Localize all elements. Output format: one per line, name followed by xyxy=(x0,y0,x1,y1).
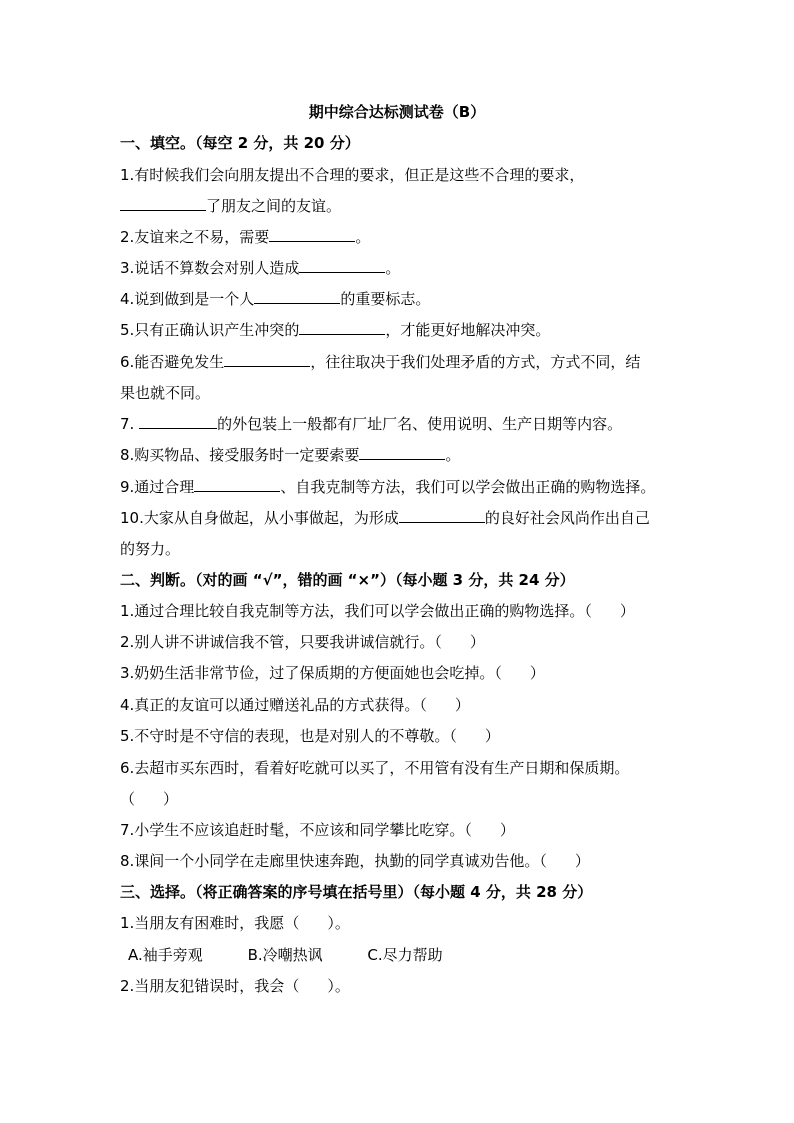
judge-q5-text: 5.不守时是不守信的表现，也是对别人的不尊敬。（ xyxy=(120,727,457,745)
choice-q1-text-end: ）。 xyxy=(327,914,350,932)
fill-q1-text-end: 了朋友之间的友谊。 xyxy=(206,197,342,215)
paren-close: ） xyxy=(484,727,500,745)
section-1-heading: 一、填空。（每空 2 分，共 20 分） xyxy=(120,134,360,152)
judge-q3 xyxy=(120,663,680,683)
paren-close: ） xyxy=(619,602,635,620)
judge-q4-text: 4.真正的友谊可以通过赠送礼品的方式获得。（ xyxy=(120,696,427,714)
paren-close: ） xyxy=(574,852,590,870)
fill-q10-text-mid: 的良好社会风尚作出自己 xyxy=(484,509,650,527)
judge-q2-text: 2.别人讲不讲诚信我不管，只要我讲诚信就行。（ xyxy=(120,633,442,651)
fill-q1-line2 xyxy=(120,196,680,216)
section-2-heading: 二、判断。（对的画 “√”，错的画 “×”）（每小题 3 分，共 24 分） xyxy=(120,571,575,589)
judge-q1 xyxy=(120,601,680,621)
fill-q7-text: 7. xyxy=(120,415,135,433)
fill-q6-line2 xyxy=(120,383,680,403)
paren-close: ） xyxy=(163,790,179,808)
paren-close: ） xyxy=(499,821,515,839)
judge-q8-text: 8.课间一个小同学在走廊里快速奔跑，执勤的同学真诚劝告他。（ xyxy=(120,852,547,870)
fill-q9-text-end: 、自我克制等方法，我们可以学会做出正确的购物选择。 xyxy=(280,478,656,496)
paren-close: ） xyxy=(469,633,485,651)
fill-q9 xyxy=(120,477,680,497)
answer-blank[interactable] xyxy=(120,196,206,211)
option-c[interactable]: C.尽力帮助 xyxy=(367,946,443,964)
fill-q3-text: 3.说话不算数会对别人造成 xyxy=(120,259,300,277)
choice-q1-options xyxy=(128,945,688,965)
option-a[interactable]: A.袖手旁观 xyxy=(128,946,203,964)
judge-q4 xyxy=(120,695,680,715)
fill-q2-text: 2.友谊来之不易，需要 xyxy=(120,228,270,246)
fill-q7 xyxy=(120,414,680,434)
option-b[interactable]: B.冷嘲热讽 xyxy=(247,946,323,964)
fill-q8-text-end: 。 xyxy=(445,446,461,464)
choice-q2-text-end: ）。 xyxy=(327,977,350,995)
fill-q2-text-end: 。 xyxy=(355,228,371,246)
fill-q10-text: 10.大家从自身做起，从小事做起，为形成 xyxy=(120,509,399,527)
section-3-heading: 三、选择。（将正确答案的序号填在括号里）（每小题 4 分，共 28 分） xyxy=(120,883,593,901)
answer-blank[interactable] xyxy=(194,477,280,492)
fill-q3 xyxy=(120,258,680,278)
paren-open: （ xyxy=(120,790,136,808)
answer-blank[interactable] xyxy=(269,227,355,242)
choice-q1-text: 1.当朋友有困难时，我愿（ xyxy=(120,914,300,932)
choice-q2-text: 2.当朋友犯错误时，我会（ xyxy=(120,977,300,995)
fill-q1-line1 xyxy=(120,165,680,185)
fill-q8 xyxy=(120,445,680,465)
judge-q3-text: 3.奶奶生活非常节俭，过了保质期的方便面她也会吃掉。（ xyxy=(120,664,502,682)
fill-q10-line2 xyxy=(120,539,680,559)
fill-q9-text: 9.通过合理 xyxy=(120,478,195,496)
fill-q3-text-end: 。 xyxy=(385,259,401,277)
fill-q4 xyxy=(120,289,680,309)
paren-close: ） xyxy=(454,696,470,714)
fill-q1-text: 1.有时候我们会向朋友提出不合理的要求，但正是这些不合理的要求， xyxy=(120,166,585,184)
fill-q4-text-end: 的重要标志。 xyxy=(340,290,431,308)
judge-q7 xyxy=(120,820,680,840)
judge-q5 xyxy=(120,726,680,746)
fill-q6-line1 xyxy=(120,352,680,372)
fill-q5-text-end: ，才能更好地解决冲突。 xyxy=(385,321,551,339)
fill-q6-text-mid: ，往往取决于我们处理矛盾的方式，方式不同，结 xyxy=(310,353,641,371)
fill-q2 xyxy=(120,227,680,247)
fill-q7-text-end: 的外包装上一般都有厂址厂名、使用说明、生产日期等内容。 xyxy=(217,415,623,433)
fill-q10-line1 xyxy=(120,508,680,528)
page-title: 期中综合达标测试卷（B） xyxy=(308,103,486,121)
fill-q5-text: 5.只有正确认识产生冲突的 xyxy=(120,321,300,339)
answer-blank[interactable] xyxy=(399,508,485,523)
judge-q6-line2 xyxy=(120,789,680,809)
judge-q2 xyxy=(120,632,680,652)
judge-q6-text: 6.去超市买东西时，看着好吃就可以买了，不用管有没有生产日期和保质期。 xyxy=(120,759,630,777)
fill-q5 xyxy=(120,320,680,340)
fill-q8-text: 8.购买物品、接受服务时一定要索要 xyxy=(120,446,360,464)
judge-q1-text: 1.通过合理比较自我克制等方法，我们可以学会做出正确的购物选择。（ xyxy=(120,602,592,620)
choice-q2 xyxy=(120,976,680,996)
fill-q10-text-end: 的努力。 xyxy=(120,540,181,558)
answer-blank[interactable] xyxy=(359,445,445,460)
judge-q6-line1 xyxy=(120,758,680,778)
answer-blank[interactable] xyxy=(299,320,385,335)
answer-blank[interactable] xyxy=(254,289,340,304)
fill-q4-text: 4.说到做到是一个人 xyxy=(120,290,255,308)
fill-q6-text: 6.能否避免发生 xyxy=(120,353,225,371)
answer-blank[interactable] xyxy=(139,414,217,429)
judge-q8 xyxy=(120,851,680,871)
choice-q1 xyxy=(120,913,680,933)
answer-blank[interactable] xyxy=(299,258,385,273)
fill-q6-text-end: 果也就不同。 xyxy=(120,384,211,402)
judge-q7-text: 7.小学生不应该追赶时髦，不应该和同学攀比吃穿。（ xyxy=(120,821,472,839)
paren-close: ） xyxy=(529,664,545,682)
answer-blank[interactable] xyxy=(224,352,310,367)
